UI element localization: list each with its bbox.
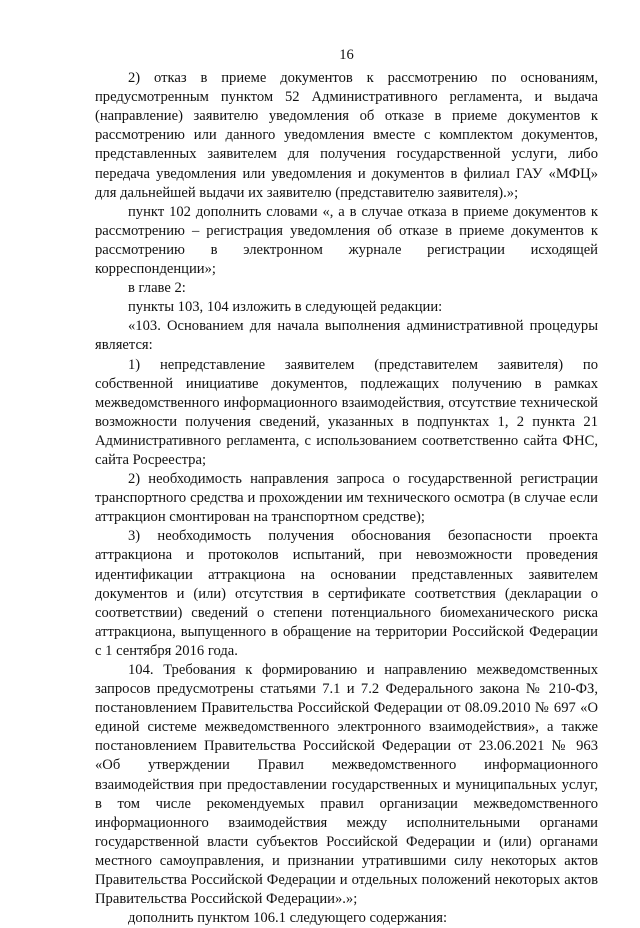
paragraph-refusal-item-2: 2) отказ в приеме документов к рассмотрению по основаниям, предусмотренным пунктом 52 Административного регламента, и выдача (направление) заявителю уведомления об отказе в приеме документов к рассмотрению или данного уведомления вместе с комплектом документов, представленных заявителем для получения государственной услуги, либо передача уведомления или уведомления и документов в филиал ГАУ «МФЦ» для дальнейшей выдачи их заявителю (представителю заявителя).»; <box>95 70 598 201</box>
paragraph-ground-3: 3) необходимость получения обоснования безопасности проекта аттракциона и протоколов испытаний, при невозможности проведения идентификации аттракциона на основании представленных заявителем документов и (или) отсутствия в сертификате соответствия (декларации о соответствии) сведений о степени потенциального биомеханического риска аттракциона, выпущенного в обращение на территории Российской Федерации с 1 сентября 2016 года. <box>95 528 598 659</box>
paragraph-point-102: пункт 102 дополнить словами «, а в случае отказа в приеме документов к рассмотрению – регистрация уведомления об отказе в приеме документов к рассмотрению в электронном журнале регистрации исходящей корреспонденции»; <box>95 203 598 278</box>
page-number: 16 <box>339 47 354 63</box>
paragraph-point-103: «103. Основанием для начала выполнения административной процедуры является: <box>95 318 598 354</box>
paragraph-ground-1: 1) непредставление заявителем (представителем заявителя) по собственной инициативе документов, подлежащих получению в рамках межведомственного информационного взаимодействия, отсутствие технической возможности получения сведений, указанных в подпунктах 1, 2 пункта 21 Административного регламента, с использованием соответственно сайта ФНС, сайта Росреестра; <box>95 356 598 468</box>
document-page <box>95 46 598 928</box>
paragraph-chapter-2: в главе 2: <box>128 280 186 297</box>
paragraph-ground-2: 2) необходимость направления запроса о государственной регистрации транспортного средства и прохождении им технического осмотра (в случае если аттракцион смонтирован на транспортном средстве); <box>95 471 598 526</box>
paragraph-point-106-1: дополнить пунктом 106.1 следующего содержания: <box>128 910 448 927</box>
paragraph-points-103-104: пункты 103, 104 изложить в следующей редакции: <box>128 299 443 316</box>
paragraph-point-104: 104. Требования к формированию и направлению межведомственных запросов предусмотрены статьями 7.1 и 7.2 Федерального закона № 210-ФЗ, постановлением Правительства Российской Федерации от 08.09.2010 № 697 «О единой системе межведомственного электронного взаимодействия», а также постановлением Правительства Российской Федерации от 23.06.2021 № 963 «Об утверждении Правил межведомственного информационного взаимодействия при предоставлении государственных и муниципальных услуг, в том числе рекомендуемых правил организации межведомственного информационного взаимодействия между исполнительными органами государственной власти субъектов Российской Федерации и (или) органами местного самоуправления, и признании утратившими силу некоторых актов Правительства Российской Федерации и отдельных положений некоторых актов Правительства Российской Федерации».»; <box>95 662 598 908</box>
